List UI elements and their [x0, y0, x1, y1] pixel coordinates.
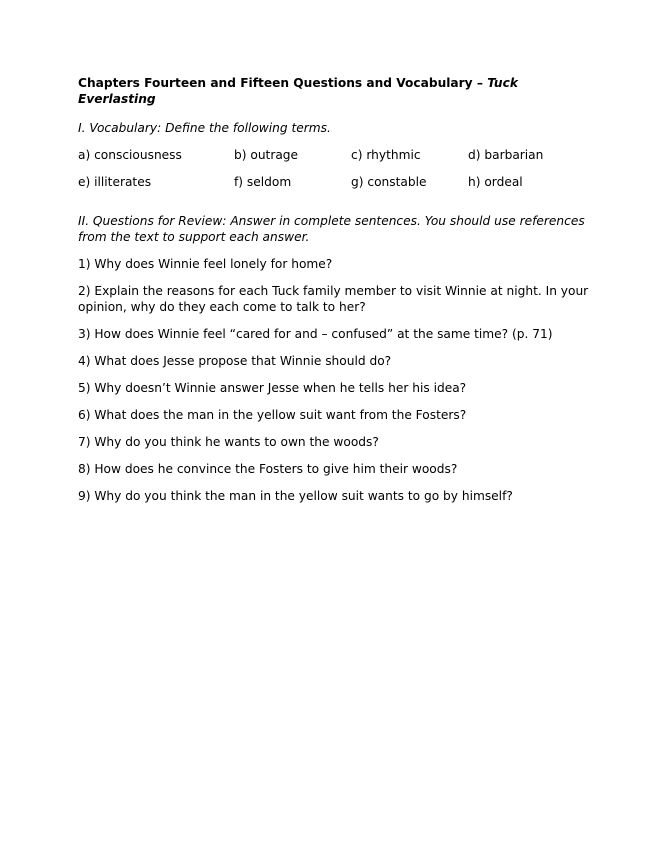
vocab-term: e) illiterates	[78, 175, 152, 189]
vocab-term: f) seldom	[234, 175, 292, 189]
vocab-term: g) constable	[351, 175, 427, 189]
question-item: 9) Why do you think the man in the yellow suit wants to go by himself?	[78, 489, 513, 503]
vocab-term: d) barbarian	[468, 148, 544, 162]
title-book: Tuck Everlasting	[78, 76, 518, 106]
vocab-term: b) outrage	[234, 148, 299, 162]
vocab-term: c) rhythmic	[351, 148, 421, 162]
question-item: 8) How does he convince the Fosters to give him their woods?	[78, 462, 458, 476]
vocabulary-heading: I. Vocabulary: Define the following terms.	[78, 121, 331, 135]
title-main: Chapters Fourteen and Fifteen Questions and Vocabulary –	[78, 76, 488, 90]
question-item: 1) Why does Winnie feel lonely for home?	[78, 257, 333, 271]
vocab-term: a) consciousness	[78, 148, 182, 162]
review-heading: II. Questions for Review: Answer in complete sentences. You should use references from the text to support each answer.	[78, 214, 585, 244]
vocabulary-list	[78, 147, 598, 190]
question-item: 3) How does Winnie feel “cared for and – confused” at the same time? (p. 71)	[78, 327, 553, 341]
question-list	[78, 256, 598, 504]
question-item: 6) What does the man in the yellow suit want from the Fosters?	[78, 408, 467, 422]
question-item: 2) Explain the reasons for each Tuck family member to visit Winnie at night. In your opinion, why do they each come to talk to her?	[78, 284, 589, 314]
vocab-term: h) ordeal	[468, 175, 523, 189]
question-item: 5) Why doesn’t Winnie answer Jesse when he tells her his idea?	[78, 381, 467, 395]
page-title	[78, 75, 598, 107]
question-item: 4) What does Jesse propose that Winnie should do?	[78, 354, 392, 368]
worksheet-page	[78, 75, 598, 515]
question-item: 7) Why do you think he wants to own the woods?	[78, 435, 379, 449]
